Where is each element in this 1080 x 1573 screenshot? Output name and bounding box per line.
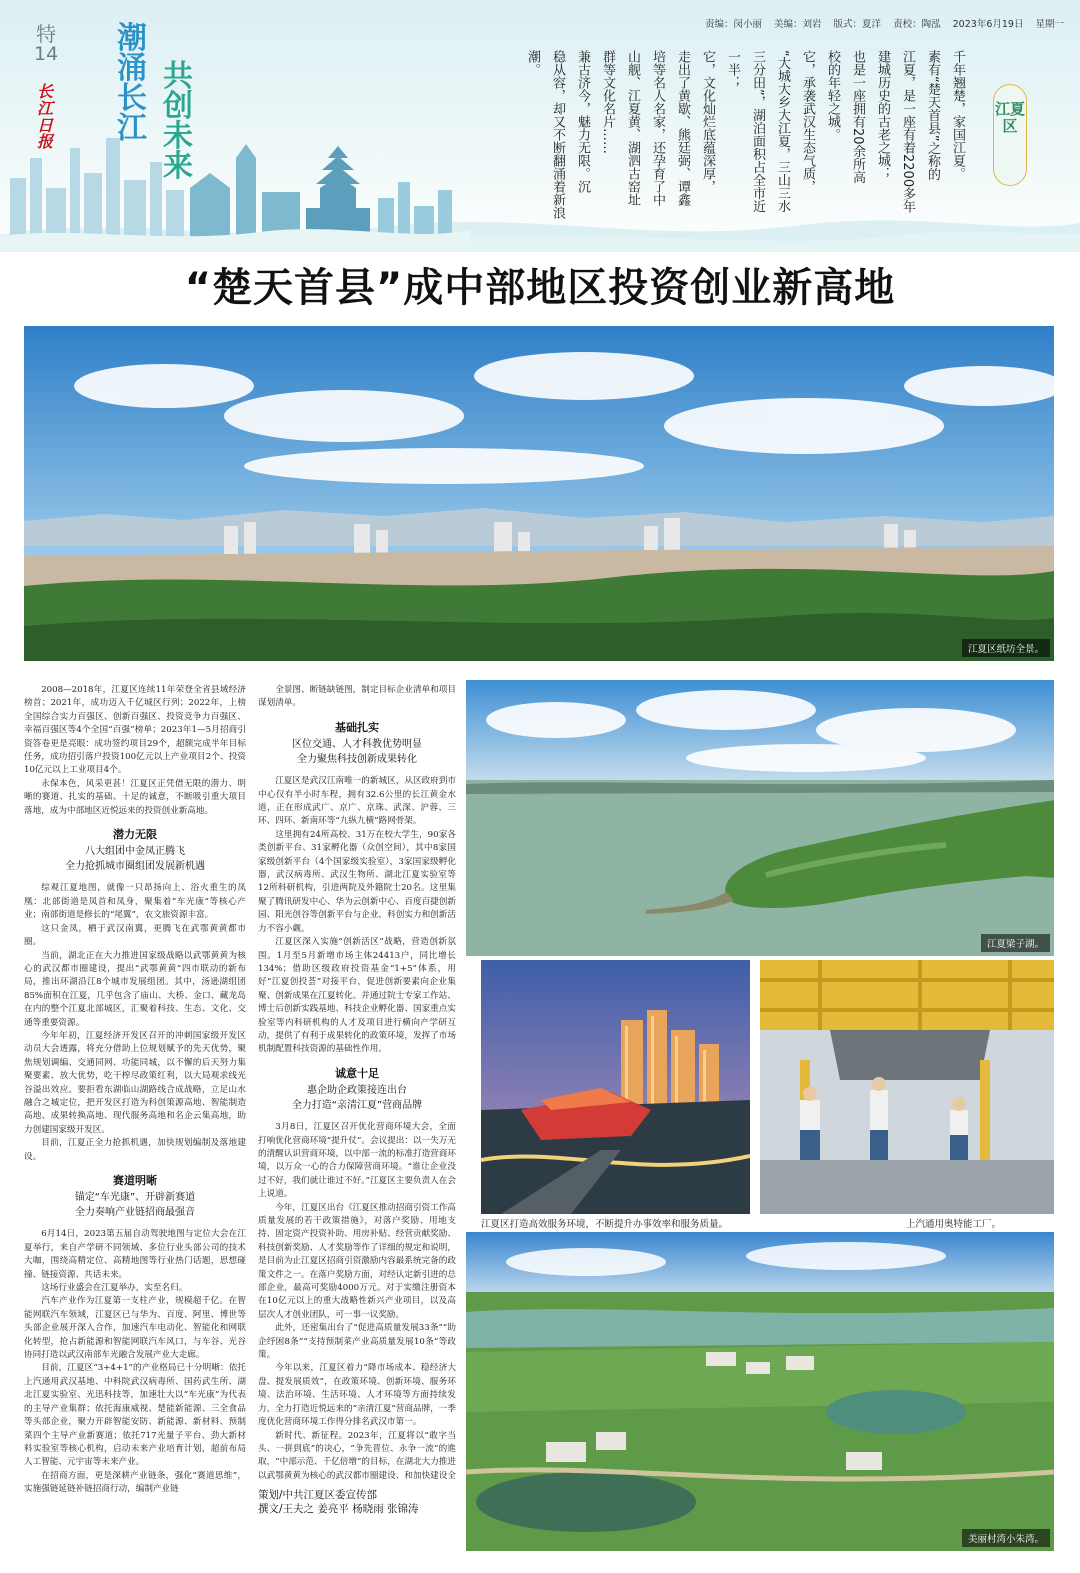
section-heading-1 <box>24 828 246 874</box>
night-city-caption: 江夏区打造高效服务环境，不断提升办事效率和服务质量。 <box>481 1219 729 1230</box>
article-paragraph: 目前，江夏区“3+4+1”的产业格局已十分明晰：依托上汽通用武汉基地、中科院武汉病毒所、国药武生所、湖北江夏实验室、光迅科技等，加速壮大以“车光康”为代表的主导产业集群；依托海康威视、楚能新能源、三全食品等头部企业，聚力开辟智能安防、新能源、新材料、预制菜四个主导产业新赛道；依托717光量子平台、劲大新材料实验室等核心机构，启动未来产业培育计划，超前布局人工智能、元宇宙等未来产业。 <box>24 1363 246 1468</box>
section-4-subtitle-b: 全力打造“亲清江夏”营商品牌 <box>291 1100 423 1112</box>
poem-line: 素有“楚天首县”之称的 <box>925 50 940 181</box>
intro-paragraphs <box>24 684 246 818</box>
poem-line: 山舰、江夏黄、湖泗古窑址 <box>625 50 640 206</box>
section-1-subtitle-b: 全力抢抓城市圈组团发展新机遇 <box>65 861 205 873</box>
article-paragraph: 全景图、断链缺链图，制定目标企业清单和项目谋划清单。 <box>258 685 456 709</box>
section-heading-3 <box>258 721 456 767</box>
editor-credit: 责编：闵小丽 <box>704 19 762 30</box>
newspaper-logo: 长江日报 <box>36 82 53 152</box>
article-paragraph: 江夏区是武汉江南唯一的新城区，从区政府到市中心仅有半小时车程，拥有32.6公里的长江黄金水道，正在形成武广、京广、京珠、武深、沪蓉、三环、四环、新南环等“九纵九横”路网骨架。 <box>258 776 456 827</box>
article-column-2 <box>258 684 456 1482</box>
village-caption: 美丽村湾小朱湾。 <box>962 1529 1050 1547</box>
section-1-subtitle-a: 八大组团中金凤正腾飞 <box>85 846 185 858</box>
article-paragraph: 目前，江夏正全力抢抓机遇，加快规划编制及落地建设。 <box>24 1138 246 1162</box>
article-paragraph: 这里拥有24所高校、31万在校大学生，90家各类创新平台、31家孵化器（众创空间），其中8家国家级创新平台（4个国家级实验室），3家国家级孵化器，武汉病毒所、武汉生物所、湖北江夏实验室等12所科研机构，引进两院及外籍院士20名。这里集聚了腾讯研发中心、华为云创新中心、百度百捷创新园、阳光创谷等创新平台与企业，科创实力和创新活力不容小觑。 <box>258 829 456 934</box>
article-paragraph: 今年以来，江夏区着力“降市场成本、稳经济大盘、提发展质效”，在政策环境、创新环境、服务环境、法治环境、生活环境、人才环境等方面持续发力，全力打造近悦远来的“亲清江夏”营商品牌，一季度优化营商环境工作得分排名武汉市第一。 <box>258 1363 456 1428</box>
village-photo <box>466 1232 1054 1551</box>
article-paragraph: 新时代、新征程。2023年，江夏将以“敢字当头、一拼到底”的决心，“争先晋位、永争一流”的進取，“中部示范、千亿倍增”的目标，在湖北大力推进以武鄂黄黄为核心的武汉都市圈建设、和加快建设全 <box>258 1430 456 1481</box>
lake-caption: 江夏梁子湖。 <box>981 934 1050 952</box>
poem-line: 也是一座拥有20余所高 <box>850 50 865 184</box>
poem-line: 建城历史的古老之城； <box>875 50 890 180</box>
layout-credit: 版式：夏洋 <box>833 19 882 30</box>
lake-photo <box>466 680 1054 956</box>
article-paragraph: 2008—2018年，江夏区连续11年荣登全省县域经济榜首；2021年，成功迈入千亿城区行列；2022年，上榜全国综合实力百强区、创新百强区、投资竞争力百强区、幸福百强区等4个全国“百强”榜单；2023年1—5月招商引资答卷更是亮眼：成功签约项目29个，超额完成半年目标任务，成功招引落户投资100亿元以上产业项目2个、投资10亿元以上工业项目4个。 <box>24 685 246 776</box>
writers-credit: 撰文/王夫之 姜亮平 杨晓雨 张锦涛 <box>258 1503 419 1515</box>
section-1-paragraphs <box>24 882 246 1164</box>
poem-line: 兼古济今，魅力无限。沉 <box>575 50 590 193</box>
article-column-1 <box>24 684 246 1568</box>
section-3-subtitle-b: 全力聚焦科技创新成果转化 <box>297 754 417 766</box>
poem-line: 培等名人名家，还孕育了中 <box>650 50 665 206</box>
section-4-subtitle-a: 惠企助企政策接连出台 <box>307 1085 407 1097</box>
article-paragraph: 此外，还密集出台了“促进高质量发展33条”“助企纾困8条”“支持预制菜产业高质量发展10条”等政策。 <box>258 1323 456 1361</box>
section-1-keyword: 潜力无限 <box>113 828 157 842</box>
poem-line: 它，承袭武汉生态气质， <box>800 50 815 193</box>
factory-caption: 上汽通用奥特能工厂。 <box>906 1219 1002 1230</box>
section-2-subtitle-b: 全力奏响产业链招商最强音 <box>75 1207 195 1219</box>
section-4-paragraphs <box>258 1121 456 1482</box>
section-2-subtitle-a: 锚定“车光康”、开辟新赛道 <box>74 1192 196 1204</box>
page-headline: “楚天首县”成中部地区投资创业新高地 <box>184 265 896 311</box>
section-heading-4 <box>258 1067 456 1113</box>
issue-date: 2023年6月19日 <box>952 19 1024 30</box>
section-3-keyword: 基础扎实 <box>335 720 379 734</box>
column-2-lead-paragraphs <box>258 684 456 711</box>
art-editor-credit: 美编：刘岩 <box>774 19 822 30</box>
brand-slogan-2: 共创未来 <box>163 59 193 184</box>
section-2-keyword: 赛道明晰 <box>113 1174 157 1187</box>
poem-line: 走出了黄歇、熊廷弼、谭鑫 <box>675 50 690 206</box>
poem-line: 一半； <box>725 50 740 89</box>
article-credits <box>258 1488 419 1516</box>
article-paragraph: 这只金凤，栖于武汉南翼，更腾飞在武鄂黄黄都市圈。 <box>24 923 246 948</box>
article-paragraph: 当前，湖北正在大力推进国家级战略以武鄂黄黄为核心的武汉都市圈建设，提出“武鄂黄黄”四市联动的新布局，推出环湖沿江8个城市发展组团。其中，汤逊湖组团85%面积在江夏，几乎包含了庙山、大桥、金口、藏龙岛在内的整个江夏北部城区，汇聚着科技、生态、文化、交通等重要资源。 <box>24 950 246 1028</box>
article-paragraph: 综观江夏地图，就像一只昂扬向上、浴火重生的凤凰：北部街道是凤首和凤身，聚集着“车光康”等核心产业；南部街道是修长的“尾翼”，农文旅资源丰富。 <box>24 883 246 921</box>
section-3-paragraphs <box>258 775 456 1057</box>
panorama-caption: 江夏区纸坊全景。 <box>962 639 1050 657</box>
poem-line: 江夏，是一座有着2200多年 <box>900 50 915 214</box>
issue-weekday: 星期一 <box>1035 19 1064 30</box>
article-paragraph: 永保本色，风采更甚！江夏区正凭借无限的潜力、明晰的赛道、扎实的基础、十足的诚意，不断吸引重大项目落地，成为中部地区近悦远来的投资创业新高地。 <box>24 778 246 816</box>
issue-meta <box>696 16 1064 30</box>
poem-line: 三分田”，湖泊面积占全市近 <box>750 50 765 213</box>
section-3-subtitle-a: 区位交通、人才科教优势明显 <box>292 739 422 751</box>
section-heading-2 <box>24 1174 246 1220</box>
article-paragraph: 6月14日，2023第五届自动驾驶地图与定位大会在江夏举行，来自产学研不同领域、多位行业头部公司的技术大咖，围绕高精定位、高精地图等行业热门话题，思想碰撞、链接资源、共话未来。 <box>24 1229 246 1280</box>
article-paragraph: 汽车产业作为江夏第一支柱产业，规模超千亿。在智能网联汽车领域，江夏区已与华为、百度、阿里、博世等头部企业展开深入合作，加速汽车电动化、智能化和网联化转型，抢占新能源和智能网联汽车风口，与车谷、光谷协同打造以武汉南部车光融合发展产业大走廊。 <box>24 1296 246 1361</box>
article-paragraph: 今年，江夏区出台《江夏区推动招商引资工作高质量发展的若干政策措施》，对落户奖励、用地支持、固定资产投资补助、用房补贴、经营贡献奖励、科技创新奖励、人才奖励等作了详细的规定和说明，是目前为止江夏区招商引资激励内容最系统完备的政策文件之一。在落户奖励方面，对经认定新引进的总部企业，最高可奖励4000万元。对于实缴注册资本在10亿元以上的重大战略性新兴产业项目，以及高层次人才创业团队，可一事一议奖励。 <box>258 1202 456 1320</box>
page-section-label: 特 <box>36 22 57 46</box>
masthead-band <box>0 0 1080 252</box>
planning-credit: 策划/中共江夏区委宣传部 <box>258 1489 378 1501</box>
panorama-photo <box>24 326 1054 661</box>
night-city-photo <box>481 960 750 1214</box>
factory-photo <box>760 960 1054 1214</box>
poem-line: 千年翘楚，家国江夏。 <box>950 50 965 180</box>
section-4-keyword: 诚意十足 <box>335 1066 379 1080</box>
article-paragraph: 这场行业盛会在江夏举办，实至名归。 <box>41 1283 188 1294</box>
page-number: 14 <box>34 43 59 65</box>
poem-line: 潮。 <box>525 50 540 76</box>
poem-line: 群等文化名片…… <box>600 50 615 154</box>
district-badge: 江夏区 <box>993 84 1027 186</box>
article-paragraph: 3月8日，江夏区召开优化营商环境大会，全面打响优化营商环境“提升仗”。会议提出：以一失万无的清醒认识营商环境，以中部一流的标准打造营商环境，以万众一心的合力保障营商环境。“谁让企业没过不好，我们就让谁过不好。”江夏区主要负责人在会上说道。 <box>258 1122 456 1200</box>
poem-line: 校的年轻之城。 <box>825 50 840 141</box>
page-number-block <box>34 24 58 65</box>
article-paragraph: 在招商方面，更是深耕产业链条，强化“赛道思维”，实施强链延链补链招商行动，编制产业链 <box>24 1470 246 1495</box>
article-paragraph: 江夏区深入实施“创新活区”战略，营造创新氛围。1月至5月新增市场主体24413户，同比增长134%；借助区级政府投资基金“1+5”体系，用好“江夏创投荟”对接平台，促进创新要素向企业集聚、创新成果在江夏转化。并通过院士专家工作站、博士后创新实践基地、科技企业孵化器、国家重点实验室等内科研机构的人才及项目进行横向产学研互动，提供了有利于成果转化的政策环境，发挥了市场机制配置科技资源的基础性作用。 <box>258 937 456 1055</box>
poem-line: “大城大乡大江夏，三山三水 <box>775 50 790 213</box>
poem-line: 它，文化灿烂底蕴深厚， <box>700 50 715 193</box>
brand-slogan-1: 潮涌长江 <box>117 21 147 146</box>
intro-poem <box>520 50 970 240</box>
city-skyline-illustration <box>0 118 470 248</box>
proofreader-credit: 责校：陶泓 <box>893 19 941 30</box>
article-paragraph: 今年年初，江夏经济开发区召开的冲刺国家级开发区动员大会透露，将充分借助上位规划赋予的先天优势，聚焦规划调编、交通同网、功能同城，以不懈的后天努力集聚要素、放大优势，吃干榨尽政策红利，以大局观求线光谷溢出效应。要拒看东湖临山湖路线合成战略，立足山水融合之城定位，把开发区打造为科创策源高地、智能制造高地、成果转换高地、现代服务高地和名企云集高地，助力创建国家级开发区。 <box>24 1030 246 1135</box>
poem-line: 稳从容，却又不断翻涌着新浪 <box>550 50 565 219</box>
section-2-paragraphs <box>24 1228 246 1496</box>
